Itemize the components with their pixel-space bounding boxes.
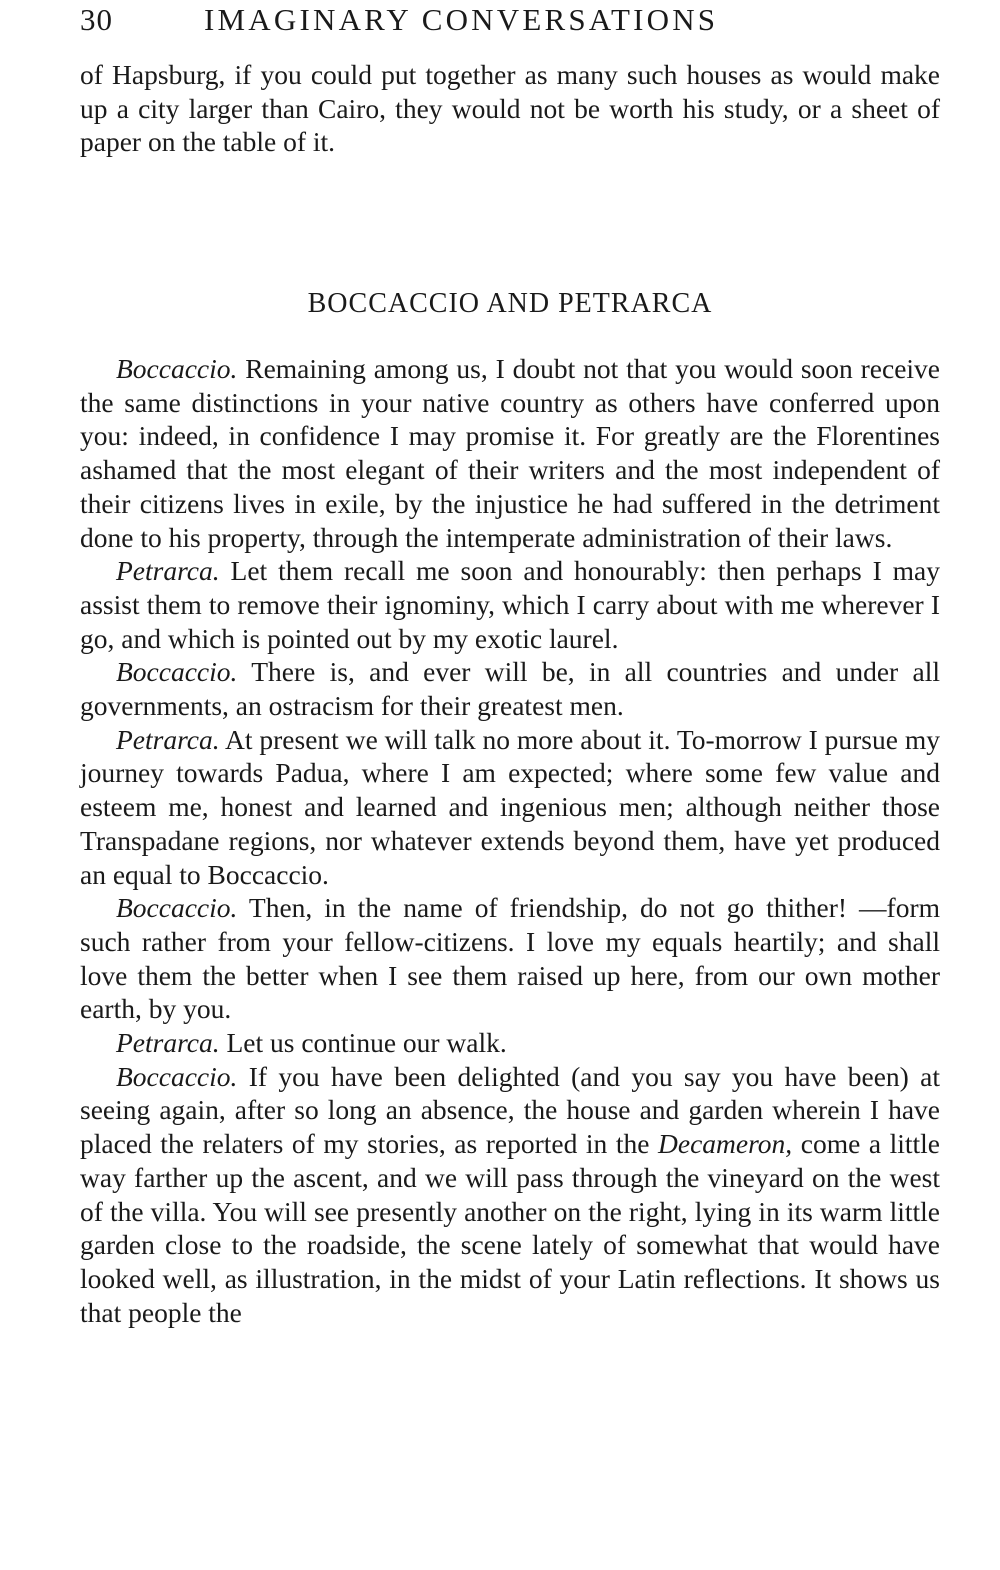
running-header	[80, 2, 940, 42]
speaker-name: Boccaccio.	[116, 353, 238, 384]
dialogue-paragraph	[80, 723, 940, 892]
speech-text: come a little way farther up the ascent, and we will pass through the vineyard on the west of the villa. You will see presently another on the right, lying in its warm little garden close to the roadside, the scene lately of somewhat that would have looked well, as illustration, in the midst of your Latin reflections. It shows us that people the	[80, 1128, 941, 1328]
speaker-name: Petrarca.	[116, 723, 220, 755]
dialogue-paragraph	[80, 655, 940, 722]
running-title: IMAGINARY CONVERSATIONS	[204, 2, 719, 37]
speaker-name: Petrarca.	[116, 555, 220, 587]
speaker-name: Boccaccio.	[116, 656, 238, 688]
speech-text: Let us continue our walk.	[226, 1027, 507, 1059]
book-title-emphasis: Decameron,	[658, 1128, 793, 1160]
speech-text: Remaining among us, I doubt not that you would soon receive the same distinctions in your native country as others have conferred upon you: indeed, in confidence I may promise it. For greatly are the Florentines ashamed that the most elegant of their writers and the most independent of their citizens lives in exile, by the injustice he had suffered in the detriment done to his property, through the intemperate administration of their laws.	[80, 353, 940, 553]
dialogue-paragraph	[80, 1026, 940, 1060]
dialogue-paragraph	[80, 554, 940, 655]
page-number: 30	[80, 2, 113, 37]
dialogue	[80, 352, 940, 1329]
speaker-name: Boccaccio.	[116, 1060, 238, 1092]
carryover-paragraph	[80, 58, 940, 159]
speech-text: Let them recall me soon and honourably: then perhaps I may assist them to remove their ignominy, which I carry about with me wherever I go, and which is pointed out by my exotic laurel.	[80, 555, 941, 654]
dialogue-paragraph	[80, 352, 940, 554]
speaker-name: Petrarca.	[116, 1027, 220, 1059]
speech-text: Then, in the name of friendship, do not go thither! —form such rather from your fellow-citizens. I love my equals heartily; and shall love them the better when I see them raised up here, from our own mother earth, by you.	[80, 892, 940, 1025]
speech-text: There is, and ever will be, in all countries and under all governments, an ostracism for their greatest men.	[80, 656, 940, 722]
dialogue-paragraph	[80, 891, 940, 1026]
dialogue-paragraph	[80, 1060, 940, 1330]
speaker-name: Boccaccio.	[116, 892, 238, 924]
section-title: BOCCACCIO AND PETRARCA	[307, 288, 713, 319]
speech-text: If you have been delighted (and you say you have been) at seeing again, after so long an absence, the house and garden wherein I have placed the relaters of my stories, as reported in the	[80, 1060, 940, 1160]
carryover-text: of Hapsburg, if you could put together as many such houses as would make up a city larger than Cairo, they would not be worth his study, or a sheet of paper on the table of it.	[80, 59, 940, 158]
speech-text: At present we will talk no more about it. To-morrow I pursue my journey towards Padua, where I am expected; where some few value and esteem me, honest and learned and ingenious men; although neither those Transpadane regions, nor whatever extends beyond them, have yet produced an equal to Boccaccio.	[80, 723, 941, 890]
